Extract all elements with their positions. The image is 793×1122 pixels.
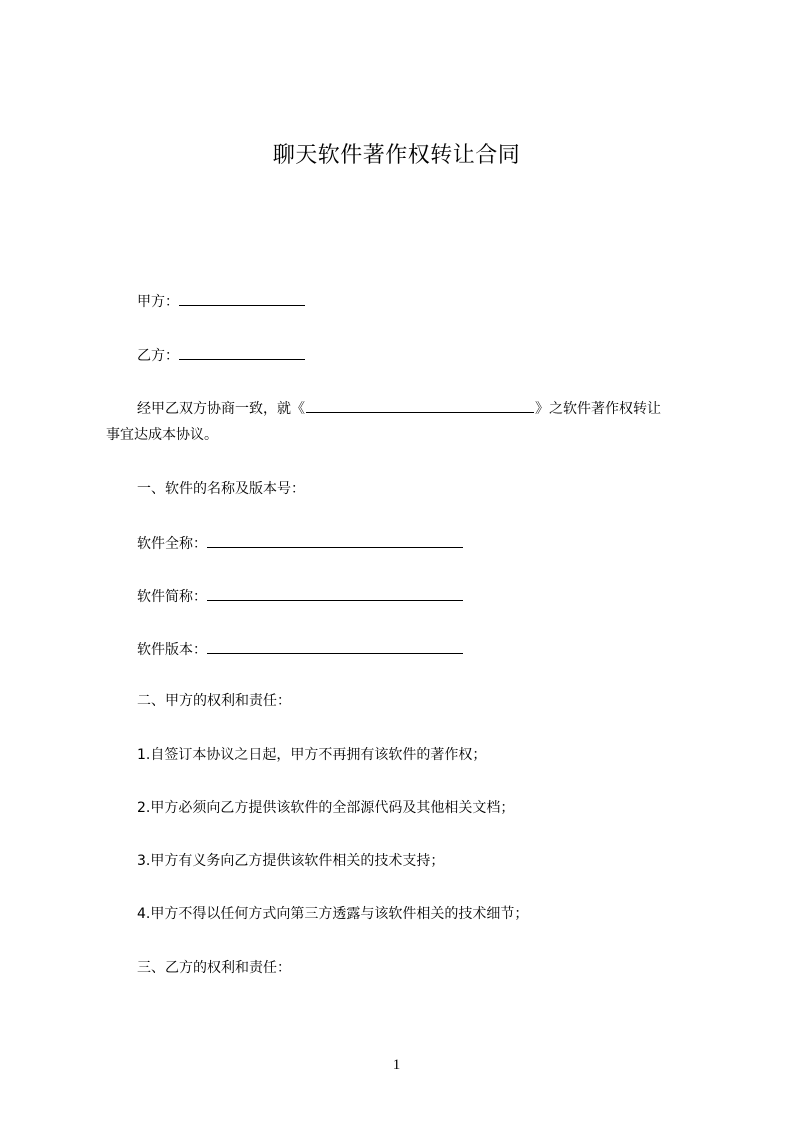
- software-shortname-line: [137, 585, 463, 607]
- party-b-label: 乙方：: [137, 348, 179, 364]
- intro-text-part2: 》之软件著作权转让: [535, 401, 661, 417]
- intro-line-2: 事宜达成本协议。: [106, 427, 218, 443]
- intro-text-part1: 经甲乙双方协商一致，就《: [137, 401, 305, 417]
- section2-heading: 二、甲方的权利和责任：: [137, 693, 291, 709]
- section2-item-2: 2.甲方必须向乙方提供该软件的全部源代码及其他相关文档；: [137, 800, 515, 816]
- party-b-blank: [179, 344, 305, 360]
- intro-line-1: [106, 396, 696, 422]
- section3-heading: 三、乙方的权利和责任：: [137, 960, 291, 976]
- software-fullname-label: 软件全称：: [137, 536, 207, 552]
- software-shortname-blank: [207, 585, 463, 601]
- software-fullname-blank: [207, 532, 463, 548]
- party-a-line: [137, 290, 305, 312]
- intro-paragraph: [106, 396, 696, 448]
- software-version-line: [137, 638, 463, 660]
- party-b-line: [137, 344, 305, 366]
- section2-item-4: 4.甲方不得以任何方式向第三方透露与该软件相关的技术细节；: [137, 906, 529, 922]
- software-shortname-label: 软件简称：: [137, 589, 207, 605]
- section2-item-1: 1.自签订本协议之日起，甲方不再拥有该软件的著作权；: [137, 747, 487, 763]
- document-title: 聊天软件著作权转让合同: [272, 143, 521, 168]
- section1-heading: 一、软件的名称及版本号：: [137, 481, 305, 497]
- software-version-blank: [207, 638, 463, 654]
- page-number: 1: [392, 1057, 401, 1073]
- section2-item-3: 3.甲方有义务向乙方提供该软件相关的技术支持；: [137, 853, 445, 869]
- party-a-label: 甲方：: [137, 294, 179, 310]
- software-fullname-line: [137, 532, 463, 554]
- software-name-blank: [306, 397, 534, 413]
- party-a-blank: [179, 290, 305, 306]
- software-version-label: 软件版本：: [137, 642, 207, 658]
